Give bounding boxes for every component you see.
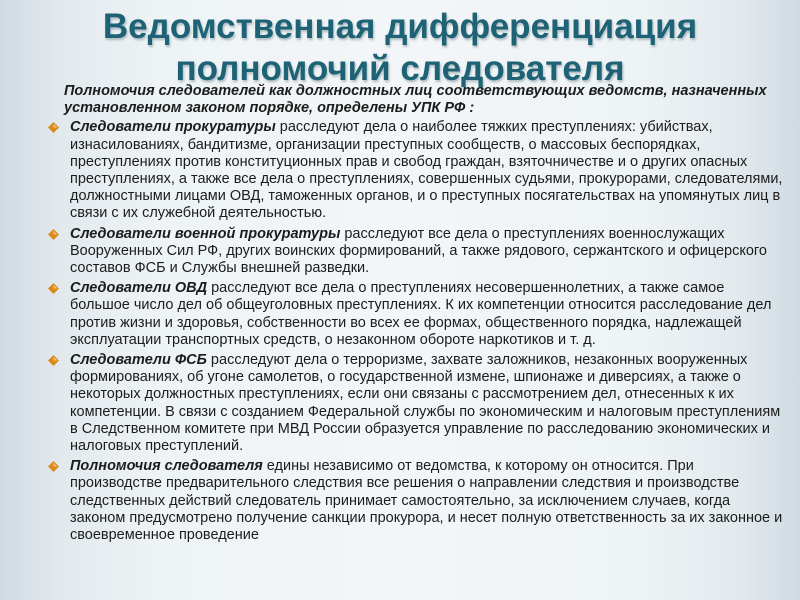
diamond-bullet-icon [48,461,59,472]
list-item-ovd-investigators [48,280,783,349]
item-lead: Полномочия следователя [70,458,263,475]
intro-paragraph: Полномочия следователей как должностных лиц соответствующих ведомств, назначенных установленном законом порядке, определены УПК РФ : [64,83,767,117]
title-line-2: полномочий следователя [175,49,625,88]
item-text: едины независимо от ведомства, к которому он относится. При производстве предварительного следствия все решения о направлении следствия и производстве следственных действий следователь принимает самостоятельно, за исключением случаев, когда законом предусмотрено получение санкции прокурора, и несет полную ответственность за их законное и своевременное проведение [70,458,783,544]
diamond-bullet-icon [48,122,59,133]
item-text: расследуют дела о терроризме, захвате заложников, незаконных вооруженных формированиях, об угоне самолетов, о государственной измене, шпионаже и диверсиях, а также о некоторых должностных преступлениях, если они связаны с рассмотрением дел, отнесенных к их компетенции. В связи с созданием Федеральной службы по экономическим и налоговым преступлениям в Следственном комитете при МВД России образуется управление по расследованию экономических и налоговых преступлений. [70,352,781,455]
item-lead: Следователи военной прокуратуры [70,225,341,242]
diamond-bullet-icon [48,283,59,294]
diamond-bullet-icon [48,229,59,240]
item-text: расследуют все дела о преступлениях военнослужащих Вооруженных Сил РФ, других воинских формирований, а также рядового, сержантского и офицерского составов ФСБ и Службы внешней разведки. [70,225,767,277]
slide-title [0,6,800,90]
title-line-1: Ведомственная дифференциация [102,7,698,46]
list-item-prosecutor-investigators [48,119,783,222]
item-text: расследуют все дела о преступлениях несовершеннолетних, а также самое большое число дел об общеуголовных преступлениях. К их компетенции относится расследование дел против жизни и здоровья, собственности во всех ее формах, общественного порядка, надлежащей эксплуатации транспортных средств, о незаконном обороте наркотиков и т. д. [70,280,772,348]
item-lead: Следователи прокуратуры [70,119,276,136]
item-text: расследуют дела о наиболее тяжких преступлениях: убийствах, изнасилованиях, бандитизме, организации преступных сообществ, о массовых беспорядках, преступлениях против конституционных прав и свобод граждан, взяточничестве и о других опасных преступлениях, а также все дела о преступлениях, совершенных судьями, прокурорами, следователями, должностными лицами ОВД, таможенных органов, и о преступных посягательствах на упомянутых лиц в связи с их служебной деятельностью. [70,119,783,222]
item-lead: Следователи ФСБ [70,352,207,369]
list-item-investigator-powers [48,458,783,544]
diamond-bullet-icon [48,355,59,366]
slide-body [48,83,783,547]
item-lead: Следователи ОВД [70,280,208,297]
list-item-fsb-investigators [48,352,783,455]
list-item-military-prosecutor-investigators [48,226,783,278]
